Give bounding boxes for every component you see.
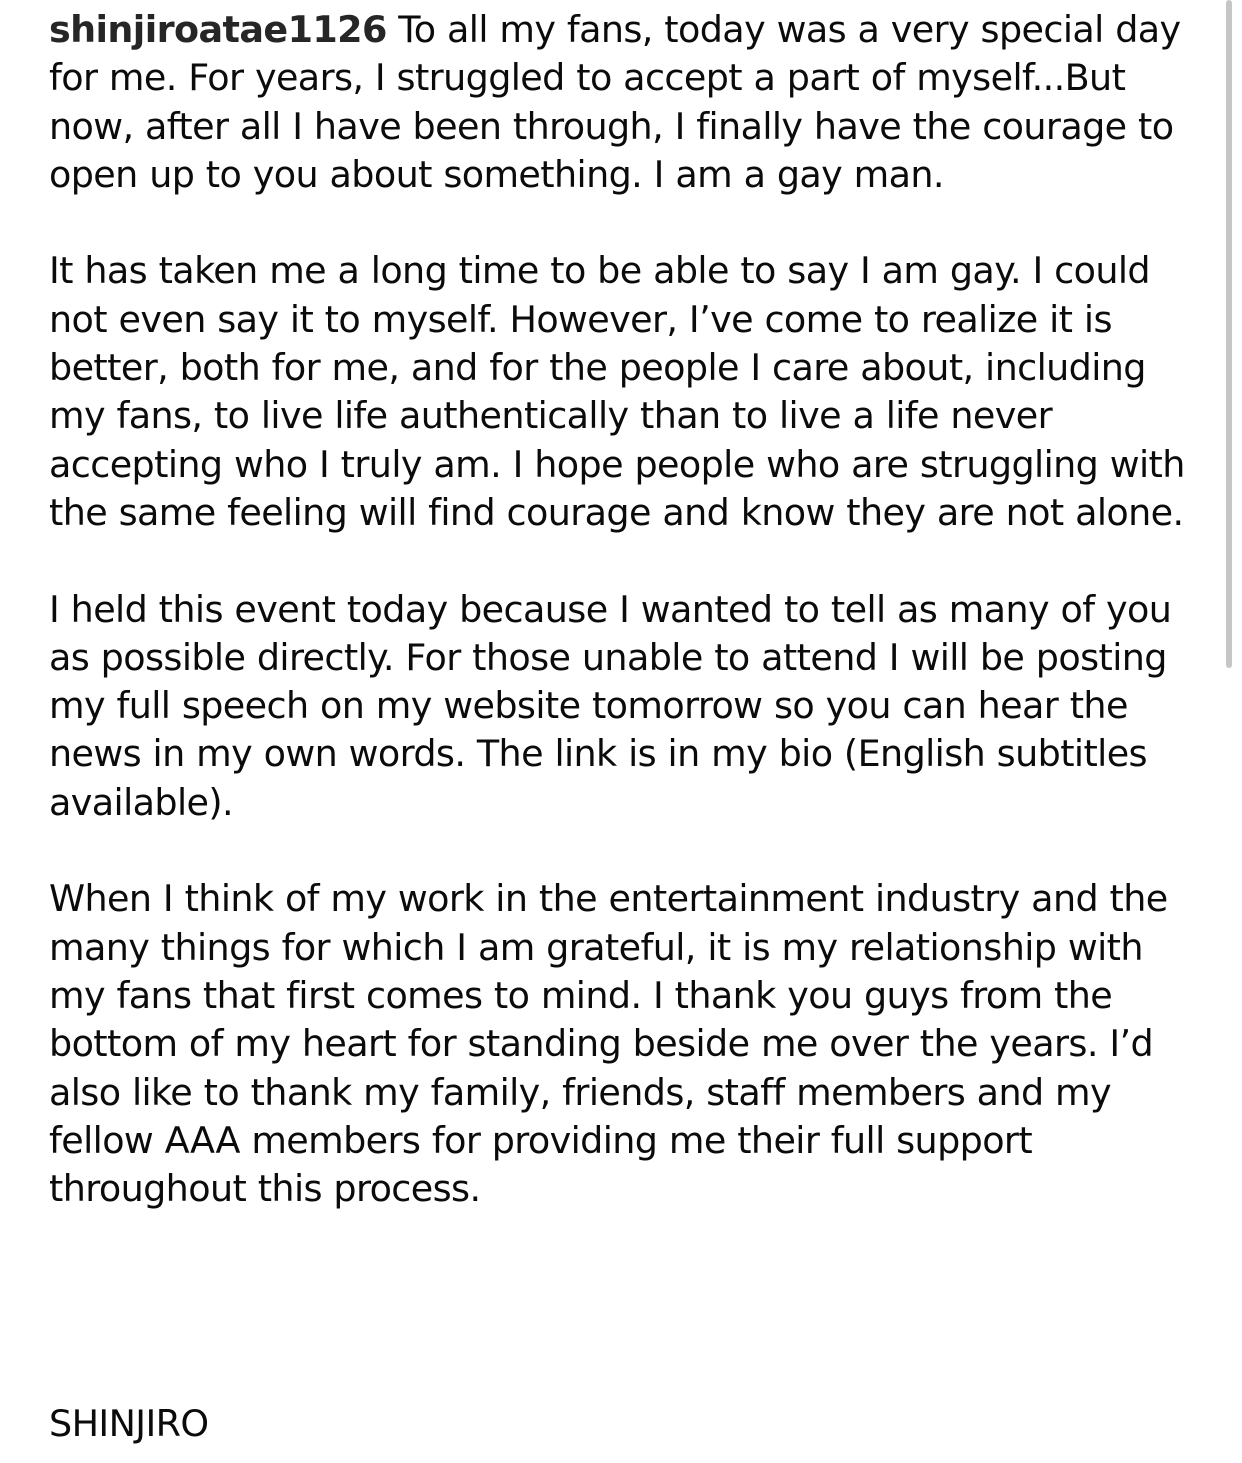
- caption-paragraph-3: I held this event today because I wanted to tell as many of you as possible directly. For those unable to attend I will be posting my full speech on my website tomorrow so you can hear the news in my own words. The link is in my bio (English subtitles available).: [49, 587, 1172, 824]
- post-caption: [49, 6, 1209, 1213]
- caption-text-1: To all my fans, today was a very special day for me. For years, I struggled to accept a part of myself...But now, after all I have been through, I finally have the courage to open up to you about something. I am a gay man.: [49, 8, 1181, 196]
- username-link[interactable]: shinjiroatae1126: [49, 8, 387, 51]
- caption-paragraph-4: When I think of my work in the entertainment industry and the many things for which I am grateful, it is my relationship with my fans that first comes to mind. I thank you guys from the bottom of my heart for standing beside me over the years. I’d also like to thank my family, friends, staff members and my fellow AAA members for providing me their full support throughout this process.: [49, 877, 1168, 1211]
- scrollbar-thumb[interactable]: [1226, 0, 1232, 668]
- caption-signoff: SHINJIRO: [49, 1402, 209, 1445]
- caption-paragraph-2: It has taken me a long time to be able to say I am gay. I could not even say it to myself. However, I’ve come to realize it is better, both for me, and for the people I care about, including my fans, to live life authentically than to live a life never accepting who I truly am. I hope people who are struggling with the same feeling will find courage and know they are not alone.: [49, 249, 1185, 534]
- caption-paragraph-1: [49, 6, 1209, 199]
